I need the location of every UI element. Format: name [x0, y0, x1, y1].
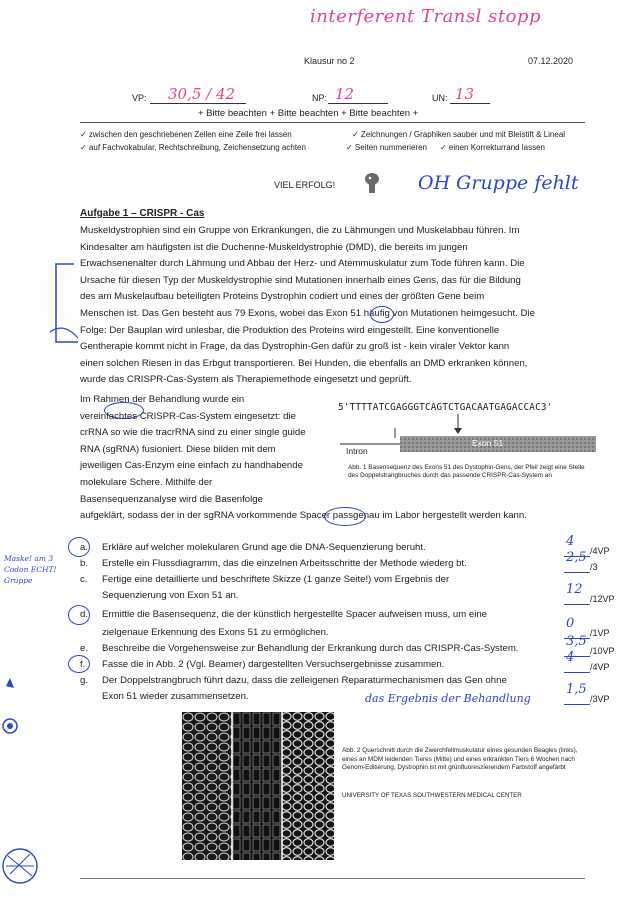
score-max: /10VP [590, 646, 615, 656]
method-line: Im Rahmen der Behandlung wurde ein [80, 394, 245, 405]
method-line: Basensequenzanalyse wird die Basenfolge [80, 493, 263, 505]
question-label: b. [80, 558, 89, 569]
intro-line: Ursache für diesen Typ der Muskeldystrophie sind Mutationen innerhalb eines Gens, das für die Bildung [80, 274, 521, 286]
figure1-caption: Abb. 1 Basensequenz des Exons 51 des Dystophin-Gens, der Pfeil zeigt eine Stelle des Doppelstrangbruches durch das passende CRISPR-Cas-System an [348, 464, 585, 479]
handwritten-scribble: das Ergebnis der Behandlung [365, 692, 531, 705]
score-value: 1,5 [566, 682, 587, 697]
score-value: 4 [566, 534, 575, 549]
question-label: a. [80, 542, 89, 553]
mascot-icon [360, 170, 384, 196]
rule-3: ✓ auf Fachvokabular, Rechtschreibung, Zeichensetzung achten [80, 143, 306, 152]
un-label: UN: [432, 93, 448, 103]
score-max: /3VP [590, 694, 610, 704]
un-score: 13 [455, 85, 475, 103]
margin-doodles [0, 670, 40, 900]
score-max: /4VP [590, 662, 610, 672]
score-value: 3,5 [566, 634, 587, 649]
intro-line: Kindesalter am häufigsten ist die Duchenne-Muskeldystrophie (DMD), die bereits im jungen [80, 241, 468, 253]
figure2-source: UNIVERSITY OF TEXAS SOUTHWESTERN MEDICAL CENTER [342, 792, 522, 799]
notice-banner: + Bitte beachten + Bitte beachten + Bitte beachten + [198, 108, 419, 119]
intro-line: einen solchen Riesen in das Erbgut transportieren. Bei Hunden, die ebenfalls an DMD erkranken können, [80, 357, 528, 369]
exon-diagram [340, 414, 600, 458]
score-value: 4 [566, 650, 575, 665]
question-text: Beschreibe die Vorgehensweise zur Behandlung der Erkrankung durch das CRISPR-Cas-System. [102, 643, 519, 654]
np-line [328, 103, 388, 104]
score-max: /3 [590, 562, 598, 572]
vp-line [150, 103, 246, 104]
question-text: zielgenaue Erkennung des Exons 51 zu ermöglichen. [102, 627, 329, 638]
header-divider [80, 122, 585, 123]
margin-handwritten-note: Maske! am 3 Codon ECHT! Gruppe [4, 554, 57, 585]
question-text: Exon 51 wieder zusammensetzen. [102, 691, 249, 702]
micrograph-figure [182, 712, 334, 860]
question-text: Fasse die in Abb. 2 (Vgl. Beamer) dargestellten Versuchsergebnisse zusammen. [102, 659, 445, 670]
question-label: g. [80, 675, 89, 686]
exon-sequence: 5'TTTTATCGAGGGTCAGTCTGACAATGAGACCAC3' [338, 402, 553, 413]
exon-label: Exon 51 [472, 438, 504, 448]
method-line: crRNA so wie die tracrRNA sind zu einer single guide [80, 427, 306, 439]
method-line: molekulare Schere. Mithilfe der [80, 476, 213, 488]
score-value: 12 [566, 582, 583, 597]
question-text: Fertige eine detaillierte und beschriftete Skizze (1 ganze Seite!) vom Ergebnis der [102, 574, 450, 585]
intro-paragraph [80, 223, 590, 389]
method-line: vereinfachtes CRISPR-Cas-System eingesetzt: die [80, 410, 296, 422]
handwritten-remark: OH Gruppe fehlt [418, 172, 579, 194]
score-value: 0 [566, 616, 575, 631]
intro-line: Menschen ist. Das Gen besteht aus 79 Exons, wobei das Exon 51 häufig von Mutationen heimgesucht. Die [80, 307, 535, 319]
method-line: jeweiligen Cas-Enzym eine einfach zu handhabende [80, 460, 303, 472]
exon51-circle-mark [370, 306, 394, 323]
label-d-circle-mark [68, 605, 90, 625]
question-label: d. [80, 609, 89, 620]
viel-erfolg: VIEL ERFOLG! [274, 180, 336, 190]
question-label: e. [80, 643, 89, 654]
exam-title: Klausur no 2 [304, 56, 355, 66]
figure2-caption: Abb. 2 Querschnitt durch die Zwerchfellmuskulatur eines gesunden Beagles (links), eines an MDM leidenden Tieres (Mitte) und eines erkrankten Tiers 6 Wochen nach Genom-Editierung; Dystrophin ist mit grünfluoreszierendem Farbstoff angefärbt [342, 747, 578, 772]
intro-line: wurde das CRISPR-Cas-System als Therapiemethode eingesetzt und geprüft. [80, 374, 412, 386]
method-last-line: aufgeklärt, sodass der in der sgRNA vorkommende Spacer passgenau im Labor hergestellt werden kann. [80, 510, 527, 521]
np-label: NP: [312, 93, 328, 103]
np-score: 12 [335, 85, 355, 103]
footer-divider [80, 878, 585, 879]
question-text: Der Doppelstrangbruch führt dazu, dass die zelleigenen Reparaturmechanismen das Gen ohne [102, 675, 507, 686]
rule-5: ✓ einen Korrekturrand lassen [440, 143, 545, 152]
score-max: /1VP [590, 628, 610, 638]
vp-score: 30,5 / 42 [168, 85, 236, 103]
margin-bracket-mark [44, 262, 84, 352]
intro-line: des am Muskelaufbau beteiligten Proteins Dystrophin codiert und eines der größten Gene beim [80, 291, 485, 303]
handwritten-note-top: interferent Transl stopp [310, 6, 541, 27]
score-max: /12VP [590, 594, 615, 604]
score-value: 2,5 [566, 550, 587, 565]
task-title: Aufgabe 1 – CRISPR - Cas [80, 208, 205, 219]
question-label: f. [80, 659, 86, 670]
rule-2: ✓ Zeichnungen / Graphiken sauber und mit Bleistift & Lineal [352, 130, 566, 139]
intro-line: Muskeldystrophien sind ein Gruppe von Erkrankungen, die zu Lähmungen und Muskelabbau führen. Im [80, 225, 520, 236]
method-paragraph [80, 392, 320, 508]
label-a-circle-mark [68, 537, 90, 557]
intro-line: Erwachsenenalter durch Lähmung und Abbau der Herz- und Atemmuskulatur zum Tode führen kann. Die [80, 258, 525, 270]
question-text: Sequenzierung von Exon 51 an. [102, 590, 239, 601]
intro-line: Folge: Der Bauplan wird unlesbar, die Produktion des Proteins wird eingestellt. Eine konventionelle [80, 324, 500, 336]
intro-line: Gentherapie kommt nicht in Frage, da das Dystrophin-Gen dafür zu groß ist - kein viraler Vektor kann [80, 341, 510, 353]
vp-label: VP: [132, 93, 147, 103]
un-line [450, 103, 490, 104]
intron-label: Intron [346, 446, 368, 456]
method-line: RNA (sgRNA) fusioniert. Diese bilden mit dem [80, 443, 276, 455]
rule-4: ✓ Seiten nummerieren [346, 143, 427, 152]
question-text: Erstelle ein Flussdiagramm, das die einzelnen Arbeitsschritte der Methode wiederg bt. [102, 558, 467, 569]
question-label: c. [80, 574, 88, 585]
rule-1: ✓ zwischen den geschriebenen Zeilen eine Zeile frei lassen [80, 130, 292, 139]
label-f-circle-mark [68, 655, 90, 673]
question-text: Ermittle die Basensequenz, die der künstlich hergestellte Spacer aufweisen muss, um eine [102, 609, 488, 620]
score-max: /4VP [590, 546, 610, 556]
exam-date: 07.12.2020 [528, 56, 574, 66]
question-text: Erkläre auf welcher molekularen Grund age die DNA-Sequenzierung beruht. [102, 542, 426, 553]
